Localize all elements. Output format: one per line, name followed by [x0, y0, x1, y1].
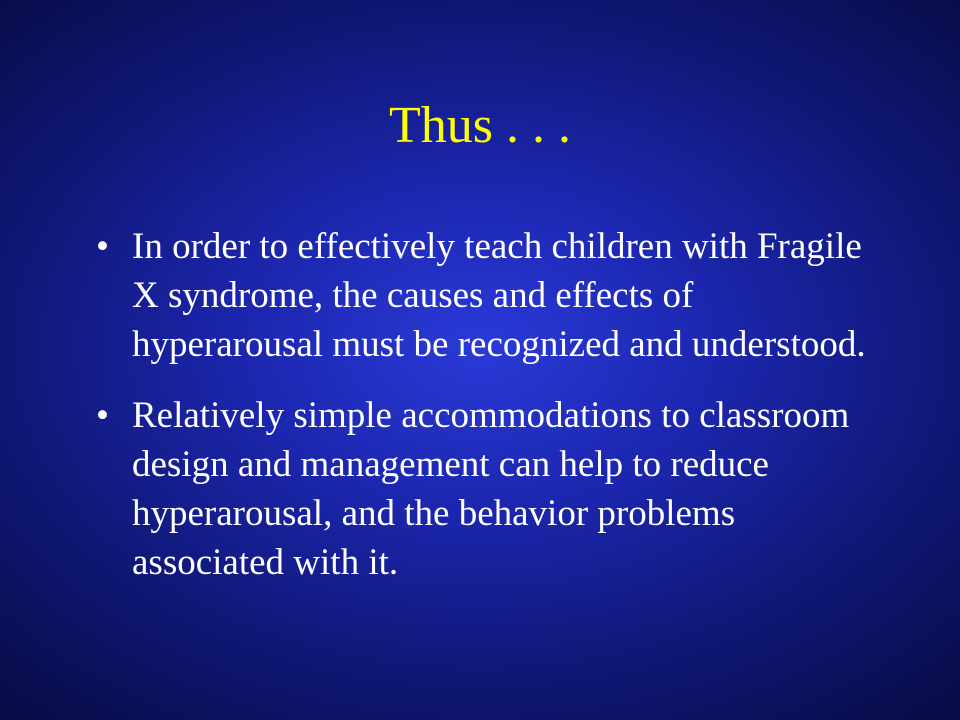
- bullet-item: [96, 222, 886, 369]
- bullet-marker: •: [96, 226, 109, 267]
- bullet-list: [96, 222, 886, 587]
- slide-title: Thus . . .: [389, 97, 571, 154]
- bullet-text: In order to effectively teach children with Fragile X syndrome, the causes and effects of hyperarousal must be recognized and understood.: [132, 226, 866, 365]
- bullet-text: Relatively simple accommodations to classroom design and management can help to reduce hyperarousal, and the behavior problems associated with it.: [132, 395, 850, 583]
- bullet-marker: •: [96, 395, 109, 436]
- bullet-item: [96, 391, 886, 587]
